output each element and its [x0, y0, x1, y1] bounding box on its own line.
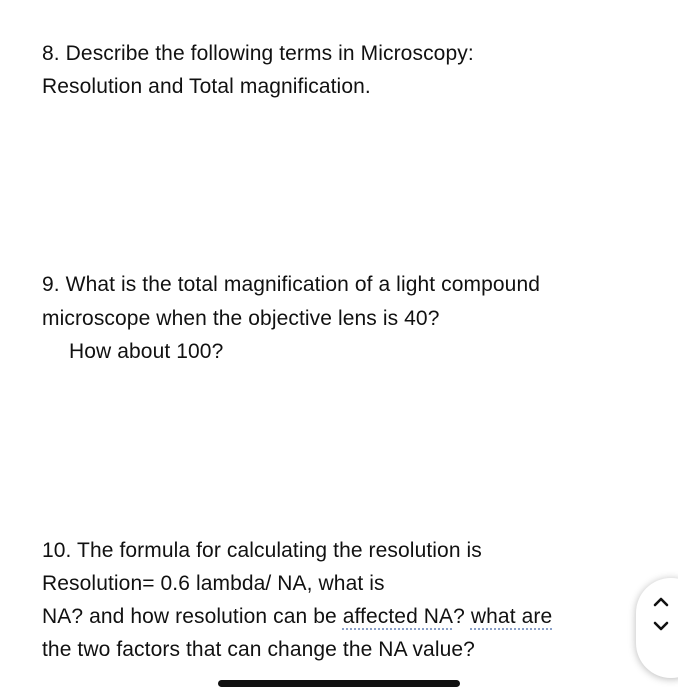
question-8-line-1: 8. Describe the following terms in Microscopy: — [42, 42, 474, 65]
question-10-line-4: the two factors that can change the NA value? — [42, 638, 475, 661]
chevron-down-icon — [653, 621, 669, 631]
question-9-line-3: How about 100? — [69, 340, 224, 363]
scroll-navigator — [636, 578, 678, 678]
question-9-line-2: microscope when the objective lens is 40? — [42, 307, 440, 330]
question-10-line-2: Resolution= 0.6 lambda/ NA, what is — [42, 572, 385, 595]
grammar-suggestion-affected-na[interactable]: affected NA — [342, 605, 454, 628]
grammar-suggestion-what-are[interactable]: what are — [470, 605, 553, 628]
question-10-line-3 — [42, 601, 552, 633]
question-10-line-3-part-a: NA? and how resolution can be — [42, 605, 343, 628]
question-8-line-2: Resolution and Total magnification. — [42, 75, 371, 98]
question-10-line-3-part-c: ? — [453, 605, 471, 628]
home-indicator[interactable] — [218, 680, 460, 687]
chevron-up-icon — [653, 597, 669, 607]
question-10-line-1: 10. The formula for calculating the resolution is — [42, 539, 482, 562]
question-9-line-1: 9. What is the total magnification of a light compound — [42, 273, 541, 296]
scroll-down-button[interactable] — [646, 612, 676, 640]
